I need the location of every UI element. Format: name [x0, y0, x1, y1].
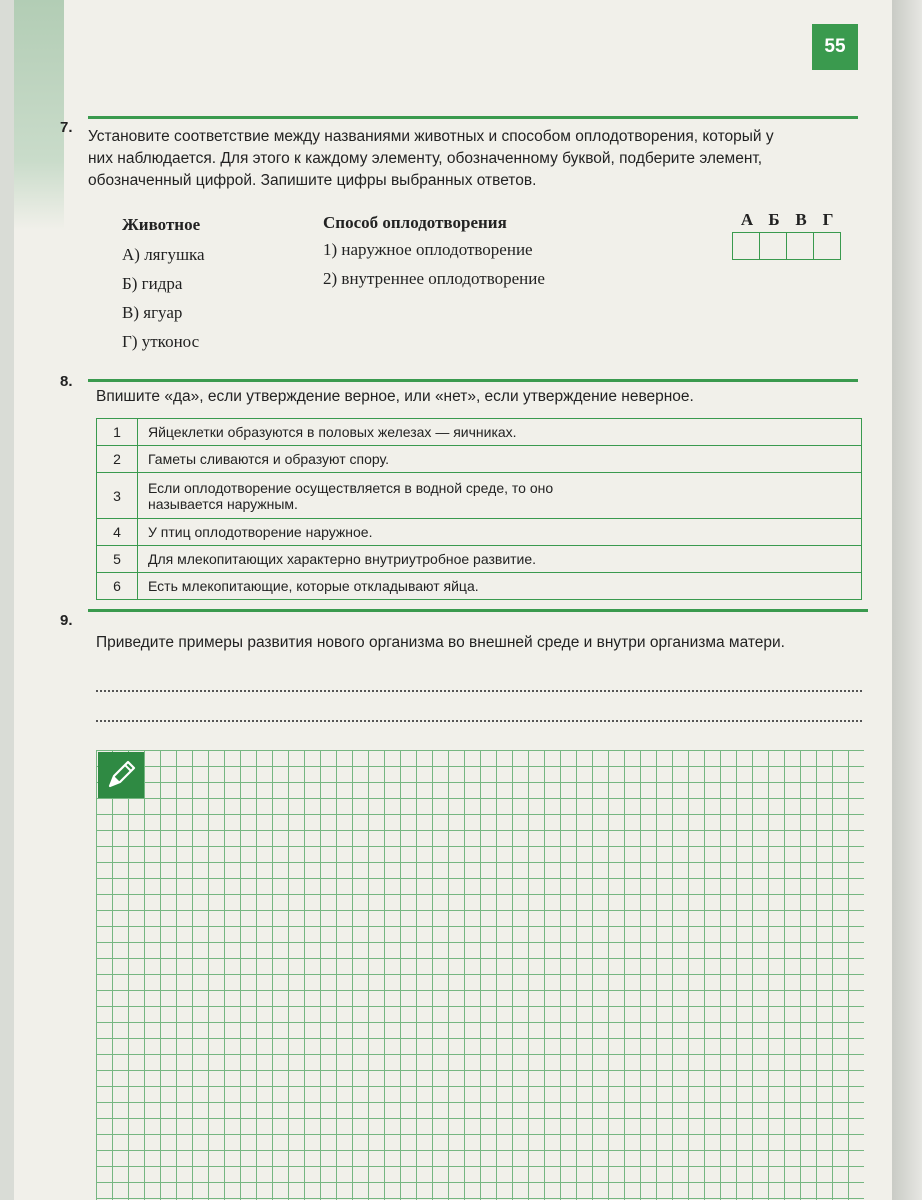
row-number: 3 [97, 473, 138, 519]
statements-table [96, 418, 862, 600]
row-number: 6 [97, 573, 138, 600]
table-row [97, 546, 862, 573]
statement-text: У птиц оплодотворение наружное. [138, 519, 862, 546]
q8-divider [88, 379, 858, 382]
answer-header-a: А [740, 210, 754, 229]
animal-item: Г) утконос [122, 332, 200, 351]
answer-line[interactable] [96, 690, 862, 692]
q9-number: 9. [60, 612, 73, 629]
q9-divider [88, 609, 868, 612]
q9-text: Приведите примеры развития нового организма во внешней среде и внутри организма матери. [96, 634, 785, 651]
answer-cell-g[interactable] [813, 232, 841, 260]
page-number: 55 [812, 24, 858, 70]
answer-cell-v[interactable] [786, 232, 814, 260]
book-spine [892, 0, 922, 1200]
statement-text: Если оплодотворение осуществляется в водной среде, то оно называется наружным. [138, 473, 862, 519]
table-row [97, 419, 862, 446]
animal-item: А) лягушка [122, 245, 205, 264]
method-item: 2) внутреннее оплодотворение [323, 269, 545, 288]
method-item: 1) наружное оплодотворение [323, 240, 533, 259]
answer-header-g: Г [822, 210, 834, 229]
answer-cell-b[interactable] [759, 232, 787, 260]
answer-line[interactable] [96, 720, 862, 722]
table-row [97, 573, 862, 600]
statement-text: Для млекопитающих характерно внутриутробное развитие. [138, 546, 862, 573]
table-row [97, 519, 862, 546]
answer-header-v: В [795, 210, 807, 229]
row-number: 4 [97, 519, 138, 546]
table-row [97, 473, 862, 519]
margin-band [14, 0, 64, 230]
animal-item: В) ягуар [122, 303, 183, 322]
q8-number: 8. [60, 373, 73, 390]
methods-header: Способ оплодотворения [323, 213, 507, 232]
answer-grid[interactable] [96, 750, 864, 1200]
row-number: 2 [97, 446, 138, 473]
row-number: 1 [97, 419, 138, 446]
answer-cell-a[interactable] [732, 232, 760, 260]
statement-text: Гаметы сливаются и образуют спору. [138, 446, 862, 473]
animal-item: Б) гидра [122, 274, 183, 293]
statement-text: Есть млекопитающие, которые откладывают яйца. [138, 573, 862, 600]
q7-divider [88, 116, 858, 119]
answer-header-b: Б [768, 210, 780, 229]
table-row [97, 446, 862, 473]
animals-header: Животное [122, 215, 201, 234]
q7-text: Установите соответствие между названиями животных и способом оплодотворения, который у них наблюдается. Для этого к каждому элементу, обозначенному буквой, подберите элемент, обозначенный цифрой. Запишите цифры выбранных ответов. [88, 128, 774, 189]
row-number: 5 [97, 546, 138, 573]
q7-answer-boxes [733, 232, 841, 260]
statement-text: Яйцеклетки образуются в половых железах — яичниках. [138, 419, 862, 446]
pencil-icon [98, 752, 144, 798]
q7-number: 7. [60, 119, 73, 136]
q8-text: Впишите «да», если утверждение верное, или «нет», если утверждение неверное. [96, 388, 694, 405]
